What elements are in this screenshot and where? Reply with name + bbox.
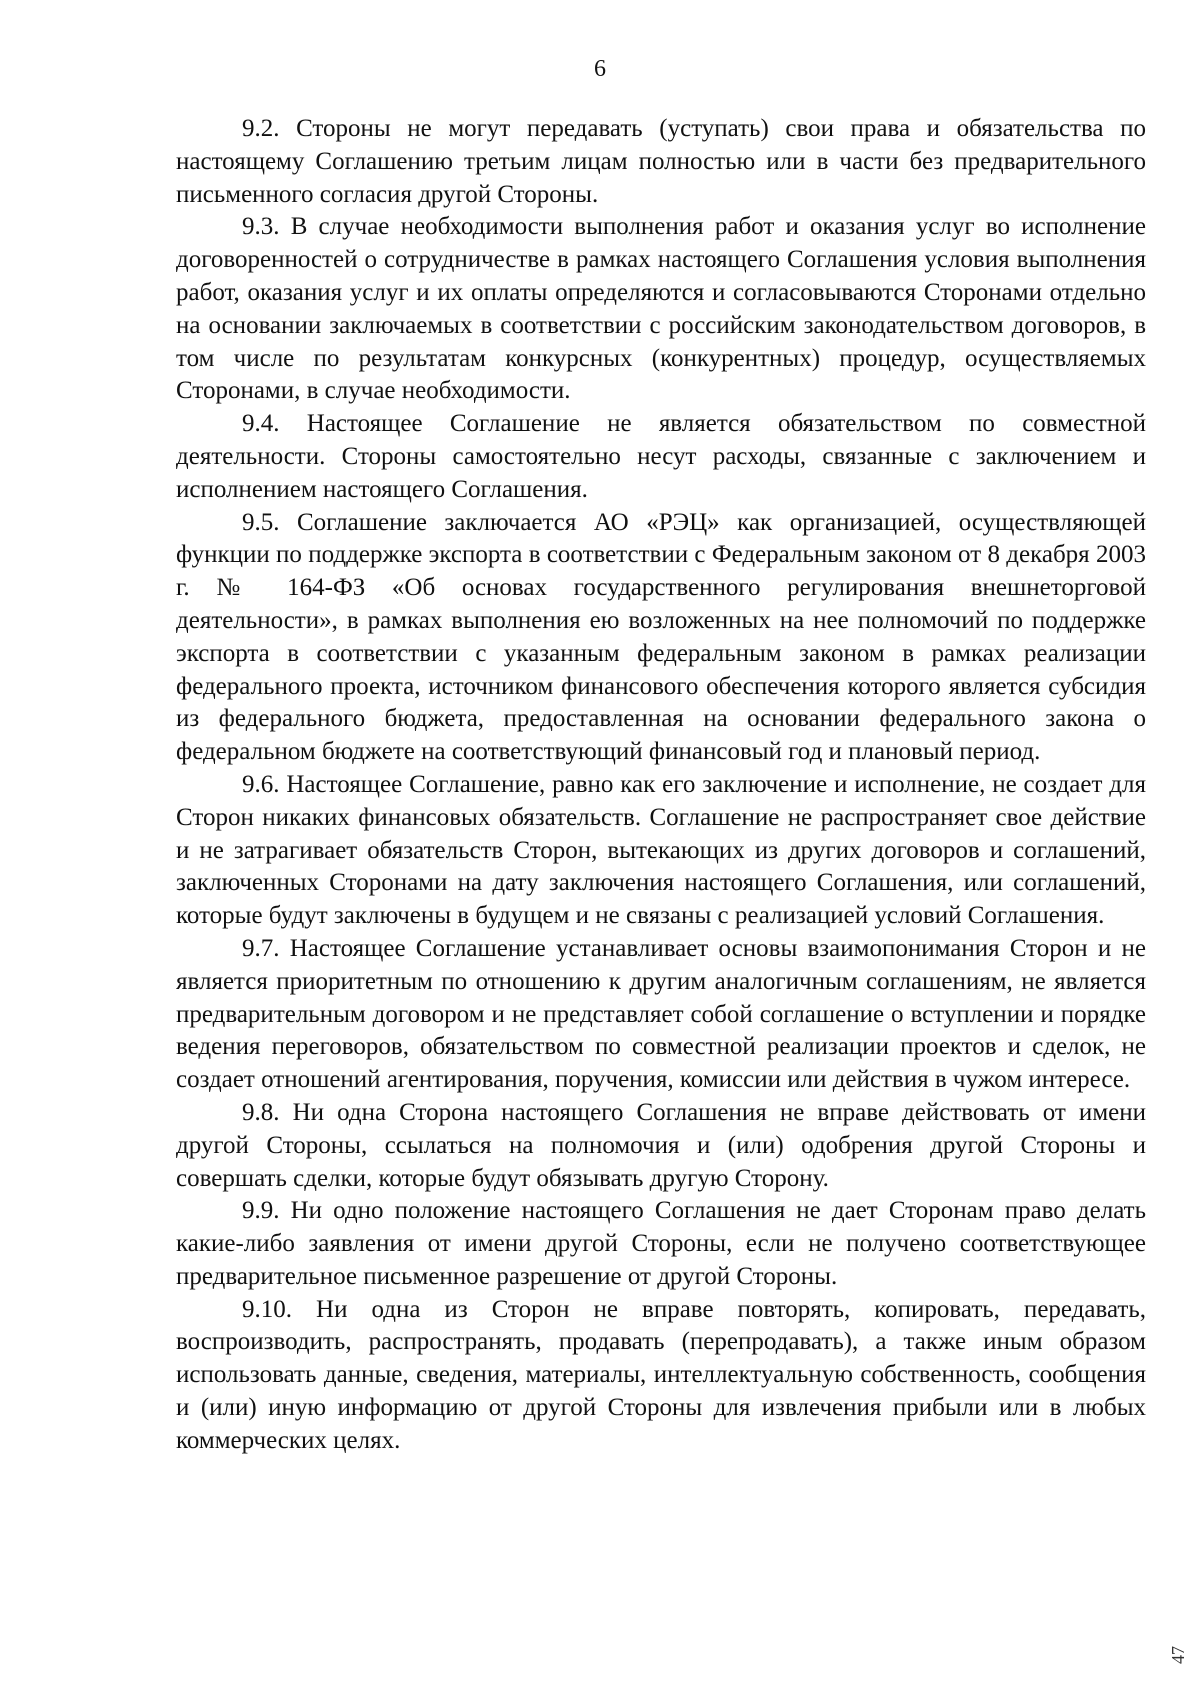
- clause-9-3: 9.3. В случае необходимости выполнения работ и оказания услуг во исполнение договоренностей о сотрудничестве в рамках настоящего Соглашения условия выполнения работ, оказания услуг и их оплаты определяются и согласовываются Сторонами отдельно на основании заключаемых в соответствии с российским законодательством договоров, в том числе по результатам конкурсных (конкурентных) процедур, осуществляемых Сторонами, в случае необходимости.: [176, 213, 1146, 405]
- clause-9-5: 9.5. Соглашение заключается АО «РЭЦ» как организацией, осуществляющей функции по поддержке экспорта в соответствии с Федеральным законом от 8 декабря 2003 г. № 164-ФЗ «Об основах государственного регулирования внешнеторговой деятельности», в рамках выполнения ею возложенных на нее полномочий по поддержке экспорта в соответствии с указанным федеральным законом в рамках реализации федерального проекта, источником финансового обеспечения которого является субсидия из федерального бюджета, предоставленная на основании федерального закона о федеральном бюджете на соответствующий финансовый год и плановый период.: [176, 508, 1146, 766]
- clause-9-4: 9.4. Настоящее Соглашение не является обязательством по совместной деятельности. Стороны самостоятельно несут расходы, связанные с заключением и исполнением настоящего Соглашения.: [176, 410, 1146, 503]
- clause-9-9: 9.9. Ни одно положение настоящего Соглашения не дает Сторонам право делать какие-либо заявления от имени другой Стороны, если не получено соответствующее предварительное письменное разрешение от другой Стороны.: [176, 1197, 1146, 1290]
- document-body: [176, 113, 1146, 1458]
- clause-9-6: 9.6. Настоящее Соглашение, равно как его заключение и исполнение, не создает для Сторон никаких финансовых обязательств. Соглашение не распространяет свое действие и не затрагивает обязательств Сторон, вытекающих из других договоров и соглашений, заключенных Сторонами на дату заключения настоящего Соглашения, или соглашений, которые будут заключены в будущем и не связаны с реализацией условий Соглашения.: [176, 770, 1146, 930]
- clause-9-7: 9.7. Настоящее Соглашение устанавливает основы взаимопонимания Сторон и не является приоритетным по отношению к другим аналогичным соглашениям, не является предварительным договором и не представляет собой соглашение о вступлении и порядке ведения переговоров, обязательством по совместной реализации проектов и сделок, не создает отношений агентирования, поручения, комиссии или действия в чужом интересе.: [176, 934, 1146, 1094]
- page-number: 6: [594, 56, 606, 82]
- clause-9-8: 9.8. Ни одна Сторона настоящего Соглашения не вправе действовать от имени другой Стороны, ссылаться на полномочия и (или) одобрения другой Стороны и совершать сделки, которые будут обязывать другую Сторону.: [176, 1098, 1146, 1192]
- clause-9-2: 9.2. Стороны не могут передавать (уступать) свои права и обязательства по настоящему Соглашению третьим лицам полностью или в части без предварительного письменного согласия другой Стороны.: [176, 115, 1146, 208]
- clause-9-10: 9.10. Ни одна из Сторон не вправе повторять, копировать, передавать, воспроизводить, распространять, продавать (перепродавать), а также иным образом использовать данные, сведения, материалы, интеллектуальную собственность, сообщения и (или) иную информацию от другой Стороны для извлечения прибыли или в любых коммерческих целях.: [176, 1295, 1146, 1454]
- margin-sheet-mark: 47: [1168, 1646, 1188, 1664]
